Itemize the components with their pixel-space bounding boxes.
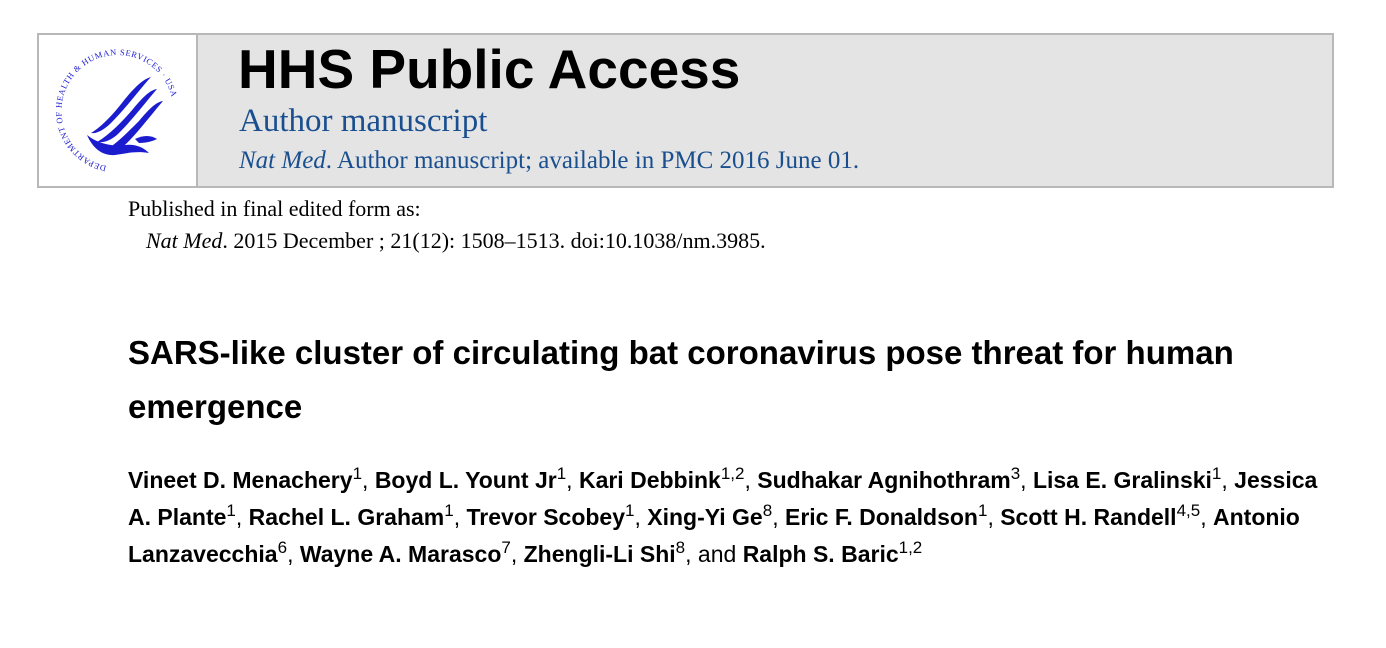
author-affiliation: 6 <box>277 538 288 557</box>
author-affiliation: 1 <box>977 501 988 520</box>
author-name[interactable]: Kari Debbink <box>578 467 721 493</box>
author-name[interactable]: Ralph S. Baric <box>742 541 899 567</box>
author-name[interactable]: Zhengli-Li Shi <box>523 541 676 567</box>
availability-line <box>239 147 859 175</box>
author-affiliation: 8 <box>762 501 773 520</box>
citation-line <box>146 228 766 254</box>
hhs-banner <box>37 33 1334 188</box>
author-separator: , <box>510 541 524 567</box>
availability-text: . Author manuscript; available in PMC 2016 June 01. <box>325 147 860 174</box>
author-separator: , <box>453 504 467 530</box>
author-name[interactable]: Wayne A. Marasco <box>299 541 502 567</box>
author-name[interactable]: Sudhakar Agnihothram <box>757 467 1011 493</box>
hhs-public-access-title: HHS Public Access <box>238 38 741 100</box>
logo-cell <box>39 35 198 186</box>
author-separator: , <box>772 504 785 530</box>
author-list <box>128 462 1328 573</box>
author-affiliation: 4,5 <box>1176 501 1201 520</box>
author-separator: , <box>1020 467 1033 493</box>
author-separator: , and <box>685 541 743 567</box>
hhs-seal-icon <box>39 35 196 186</box>
author-affiliation: 1 <box>444 501 454 520</box>
author-affiliation: 8 <box>675 538 686 557</box>
published-label: Published in final edited form as: <box>128 196 421 221</box>
author-affiliation: 1 <box>226 501 236 520</box>
author-affiliation: 1 <box>352 464 363 483</box>
author-separator: , <box>987 504 1001 530</box>
author-separator: , <box>287 541 300 567</box>
article-title: SARS-like cluster of circulating bat coronavirus pose threat for human emergence <box>128 334 1234 425</box>
author-affiliation: 1 <box>1211 464 1222 483</box>
author-name[interactable]: Trevor Scobey <box>466 504 626 530</box>
journal-abbrev: Nat Med <box>239 147 326 174</box>
author-name[interactable]: Scott H. Randell <box>1000 504 1177 530</box>
author-manuscript-link[interactable]: Author manuscript <box>239 103 488 139</box>
author-separator: , <box>235 504 249 530</box>
author-affiliation: 1,2 <box>898 538 923 557</box>
author-affiliation: 1 <box>625 501 635 520</box>
author-affiliation: 7 <box>501 538 511 557</box>
citation-details: . 2015 December ; 21(12): 1508–1513. doi:10.1038/nm.3985. <box>222 228 766 253</box>
author-affiliation: 3 <box>1010 464 1021 483</box>
author-separator: , <box>566 467 579 493</box>
author-name[interactable]: Antonio Lanzavecchia <box>128 504 1300 567</box>
author-affiliation: 1 <box>556 464 567 483</box>
author-name[interactable]: Xing-Yi Ge <box>647 504 763 530</box>
author-separator: , <box>1200 504 1213 530</box>
author-name[interactable]: Lisa E. Gralinski <box>1032 467 1212 493</box>
author-separator: , <box>744 467 758 493</box>
author-name[interactable]: Jessica A. Plante <box>128 467 1318 530</box>
svg-text:DEPARTMENT OF HEALTH & HUMAN S: DEPARTMENT OF HEALTH & HUMAN SERVICES · USA <box>53 46 180 174</box>
author-separator: , <box>1221 467 1235 493</box>
author-name[interactable]: Vineet D. Menachery <box>128 467 353 493</box>
citation-journal: Nat Med <box>146 228 223 253</box>
author-affiliation: 1,2 <box>720 464 745 483</box>
author-separator: , <box>634 504 648 530</box>
author-separator: , <box>362 467 375 493</box>
author-name[interactable]: Eric F. Donaldson <box>784 504 978 530</box>
title-cell <box>198 35 1332 186</box>
author-name[interactable]: Boyd L. Yount Jr <box>374 467 557 493</box>
author-name[interactable]: Rachel L. Graham <box>248 504 445 530</box>
